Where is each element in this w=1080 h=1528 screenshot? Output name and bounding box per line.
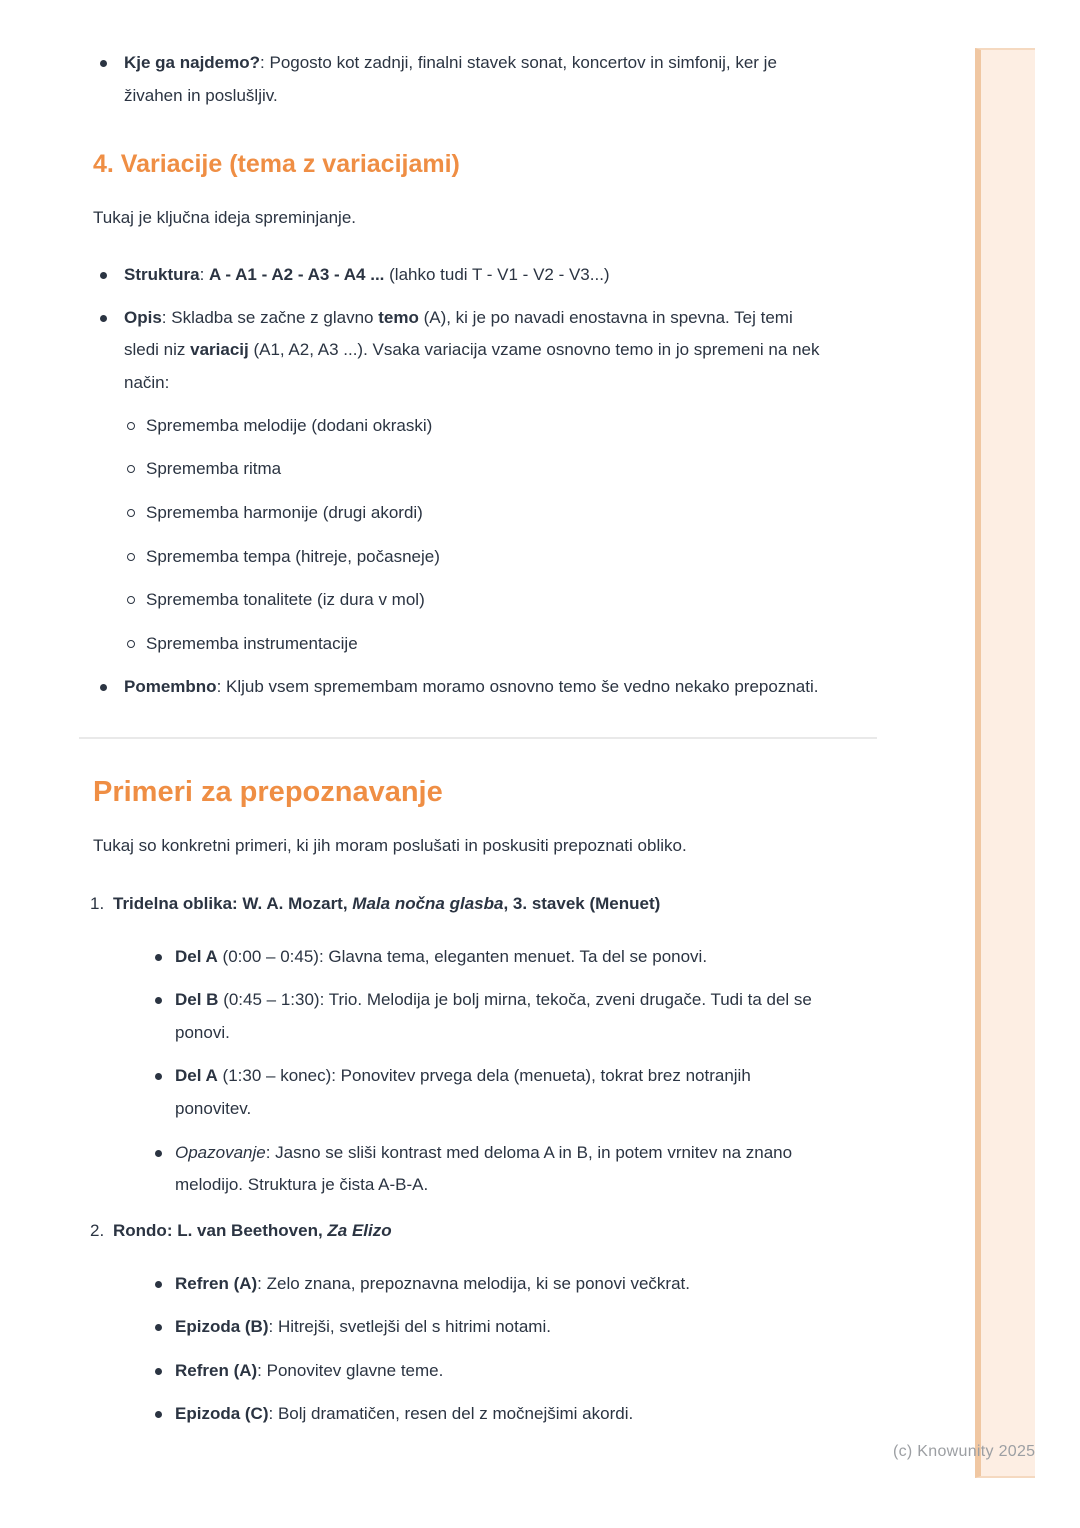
example-number: 1.	[90, 893, 105, 913]
example-bullet-del-b	[113, 984, 829, 1049]
section-heading-variacije: 4. Variacije (tema z variacijami)	[93, 150, 460, 179]
page-side-stripe	[975, 48, 1035, 1478]
list-item-text: Del B (0:45 – 1:30): Trio. Melodija je bolj mirna, tekoča, zveni drugače. Tudi ta del se ponovi.	[175, 990, 812, 1042]
section-heading-primeri: Primeri za prepoznavanje	[93, 776, 443, 808]
example-bullet-list	[113, 1268, 829, 1432]
primeri-lead-paragraph: Tukaj so konkretni primeri, ki jih moram poslušati in poskusiti prepoznati obliko.	[93, 836, 687, 856]
intro-list	[93, 47, 829, 112]
example-bullet-refren-a2	[113, 1355, 829, 1388]
list-item-text: Struktura: A - A1 - A2 - A3 - A4 ... (lahko tudi T - V1 - V2 - V3...)	[124, 265, 610, 285]
list-item-text: Refren (A): Zelo znana, prepoznavna melodija, ki se ponovi večkrat.	[175, 1273, 690, 1293]
list-item-text: Pomembno: Kljub vsem spremembam moramo osnovno temo še vedno nekako prepoznati.	[124, 677, 819, 697]
list-item-text: Opis: Skladba se začne z glavno temo (A), ki je po navadi enostavna in spevna. Tej temi sledi niz variacij (A1, A2, A3 ...). Vsaka variacija vzame osnovno temo in jo spremeni na nek način:	[124, 307, 820, 392]
list-item-text: Kje ga najdemo?: Pogosto kot zadnji, finalni stavek sonat, koncertov in simfonij, ker je živahen in poslušljiv.	[124, 53, 777, 105]
list-item-kje-ga-najdemo	[93, 47, 829, 112]
copyright-watermark: (c) Knowunity 2025	[893, 1443, 1036, 1460]
sublist-item: Sprememba tempa (hitreje, počasneje)	[127, 541, 829, 574]
sublist-item: Sprememba ritma	[127, 453, 829, 486]
list-item-text: Epizoda (C): Bolj dramatičen, resen del z močnejšimi akordi.	[175, 1404, 634, 1424]
sublist-item: Sprememba melodije (dodani okraski)	[127, 410, 829, 443]
example-bullet-opazovanje	[113, 1137, 829, 1202]
sublist-item: Sprememba harmonije (drugi akordi)	[127, 497, 829, 530]
example-item-rondo	[90, 1215, 829, 1431]
sprememba-sublist	[124, 410, 829, 661]
variacije-lead-paragraph: Tukaj je ključna ideja spreminjanje.	[93, 207, 357, 227]
list-item-text: Refren (A): Ponovitev glavne teme.	[175, 1360, 444, 1380]
example-title: Rondo: L. van Beethoven, Za Elizo	[113, 1220, 392, 1240]
sublist-item: Sprememba instrumentacije	[127, 628, 829, 661]
example-bullet-epizoda-c	[113, 1398, 829, 1431]
example-title: Tridelna oblika: W. A. Mozart, Mala nočna glasba, 3. stavek (Menuet)	[113, 893, 661, 913]
variacije-list	[93, 259, 829, 704]
list-item-pomembno	[93, 671, 829, 704]
examples-list	[90, 888, 829, 1431]
example-item-tridelna-oblika	[90, 888, 829, 1202]
list-item-text: Opazovanje: Jasno se sliši kontrast med deloma A in B, in potem vrnitev na znano melodijo. Struktura je čista A-B-A.	[175, 1142, 793, 1195]
example-number: 2.	[90, 1220, 105, 1240]
example-bullet-epizoda-b	[113, 1311, 829, 1344]
example-bullet-list	[113, 941, 829, 1202]
list-item-text: Epizoda (B): Hitrejši, svetlejši del s hitrimi notami.	[175, 1317, 551, 1337]
sublist-item: Sprememba tonalitete (iz dura v mol)	[127, 584, 829, 617]
example-bullet-del-a1	[113, 941, 829, 974]
list-item-text: Del A (1:30 – konec): Ponovitev prvega dela (menueta), tokrat brez notranjih ponovitev.	[175, 1066, 751, 1118]
list-item-struktura	[93, 259, 829, 292]
example-bullet-del-a2	[113, 1060, 829, 1125]
list-item-text: Del A (0:00 – 0:45): Glavna tema, eleganten menuet. Ta del se ponovi.	[175, 946, 708, 966]
section-divider	[79, 737, 877, 739]
example-bullet-refren-a1	[113, 1268, 829, 1301]
list-item-opis	[93, 302, 829, 661]
